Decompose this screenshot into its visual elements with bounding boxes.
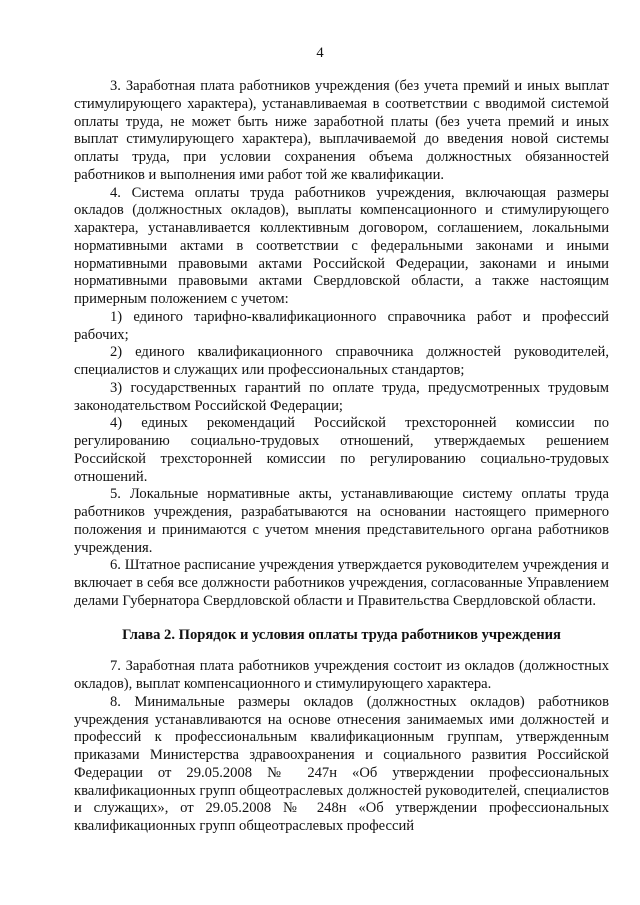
paragraph-7: 7. Заработная плата работников учреждения состоит из окладов (должностных окладов), выплат компенсационного и стимулирующего характера.: [74, 658, 609, 692]
list-item-1: 1) единого тарифно-квалификационного справочника работ и профессий рабочих;: [74, 308, 609, 343]
paragraph-8: 8. Минимальные размеры окладов (должностных окладов) работников учреждения устанавливаются на основе отнесения занимаемых ими должностей и профессий к профессиональным квалификационным группам, утвержденным приказами Министерства здравоохранения и социального развития Российской Федерации от 29.05.2008 № 247н «Об утверждении профессиональных квалификационных групп общеотраслевых должностей руководителей, специалистов и служащих», от 29.05.2008 № 248н «Об утверждении профессиональных квалификационных групп общеотраслевых профессий: [74, 693, 609, 834]
list-item-2: 2) единого квалификационного справочника должностей руководителей, специалистов и служащих или профессиональных стандартов;: [74, 344, 609, 378]
document-body: [74, 78, 609, 836]
list-item-3: 3) государственных гарантий по оплате труда, предусмотренных трудовым законодательством Российской Федерации;: [74, 379, 609, 414]
list-item-4: 4) единых рекомендаций Российской трехсторонней комиссии по регулированию социально-трудовых отношений, утверждаемых решением Российской трехсторонней комиссии по регулированию социально-трудовых отношений.: [74, 415, 609, 485]
paragraph-6: 6. Штатное расписание учреждения утверждается руководителем учреждения и включает в себя все должности работников учреждения, согласованные Управлением делами Губернатора Свердловской области и Правительства Свердловской области.: [74, 557, 609, 609]
paragraph-4: 4. Система оплаты труда работников учреждения, включающая размеры окладов (должностных окладов), выплаты компенсационного и стимулирующего характера, устанавливается коллективным договором, соглашением, локальными нормативными актами в соответствии с федеральными законами и иными нормативными правовыми актами Российской Федерации, законами и иными нормативными правовыми актами Свердловской области, а также настоящим примерным положением с учетом:: [74, 184, 609, 307]
chapter-title: Глава 2. Порядок и условия оплаты труда работников учреждения: [122, 626, 561, 643]
page-number: 4: [316, 45, 324, 61]
paragraph-5: 5. Локальные нормативные акты, устанавливающие систему оплаты труда работников учреждения, разрабатываются на основании настоящего примерного положения и принимаются с учетом мнения представительного органа работников учреждения.: [74, 486, 609, 556]
paragraph-3: 3. Заработная плата работников учреждения (без учета премий и иных выплат стимулирующего характера), устанавливаемая в соответствии с вводимой системой оплаты труда, не может быть ниже заработной платы (без учета премий и иных выплат стимулирующего характера), выплачиваемой до введения новой системы оплаты труда, при условии сохранения объема должностных обязанностей работников и выполнения ими работ той же квалификации.: [74, 78, 609, 183]
